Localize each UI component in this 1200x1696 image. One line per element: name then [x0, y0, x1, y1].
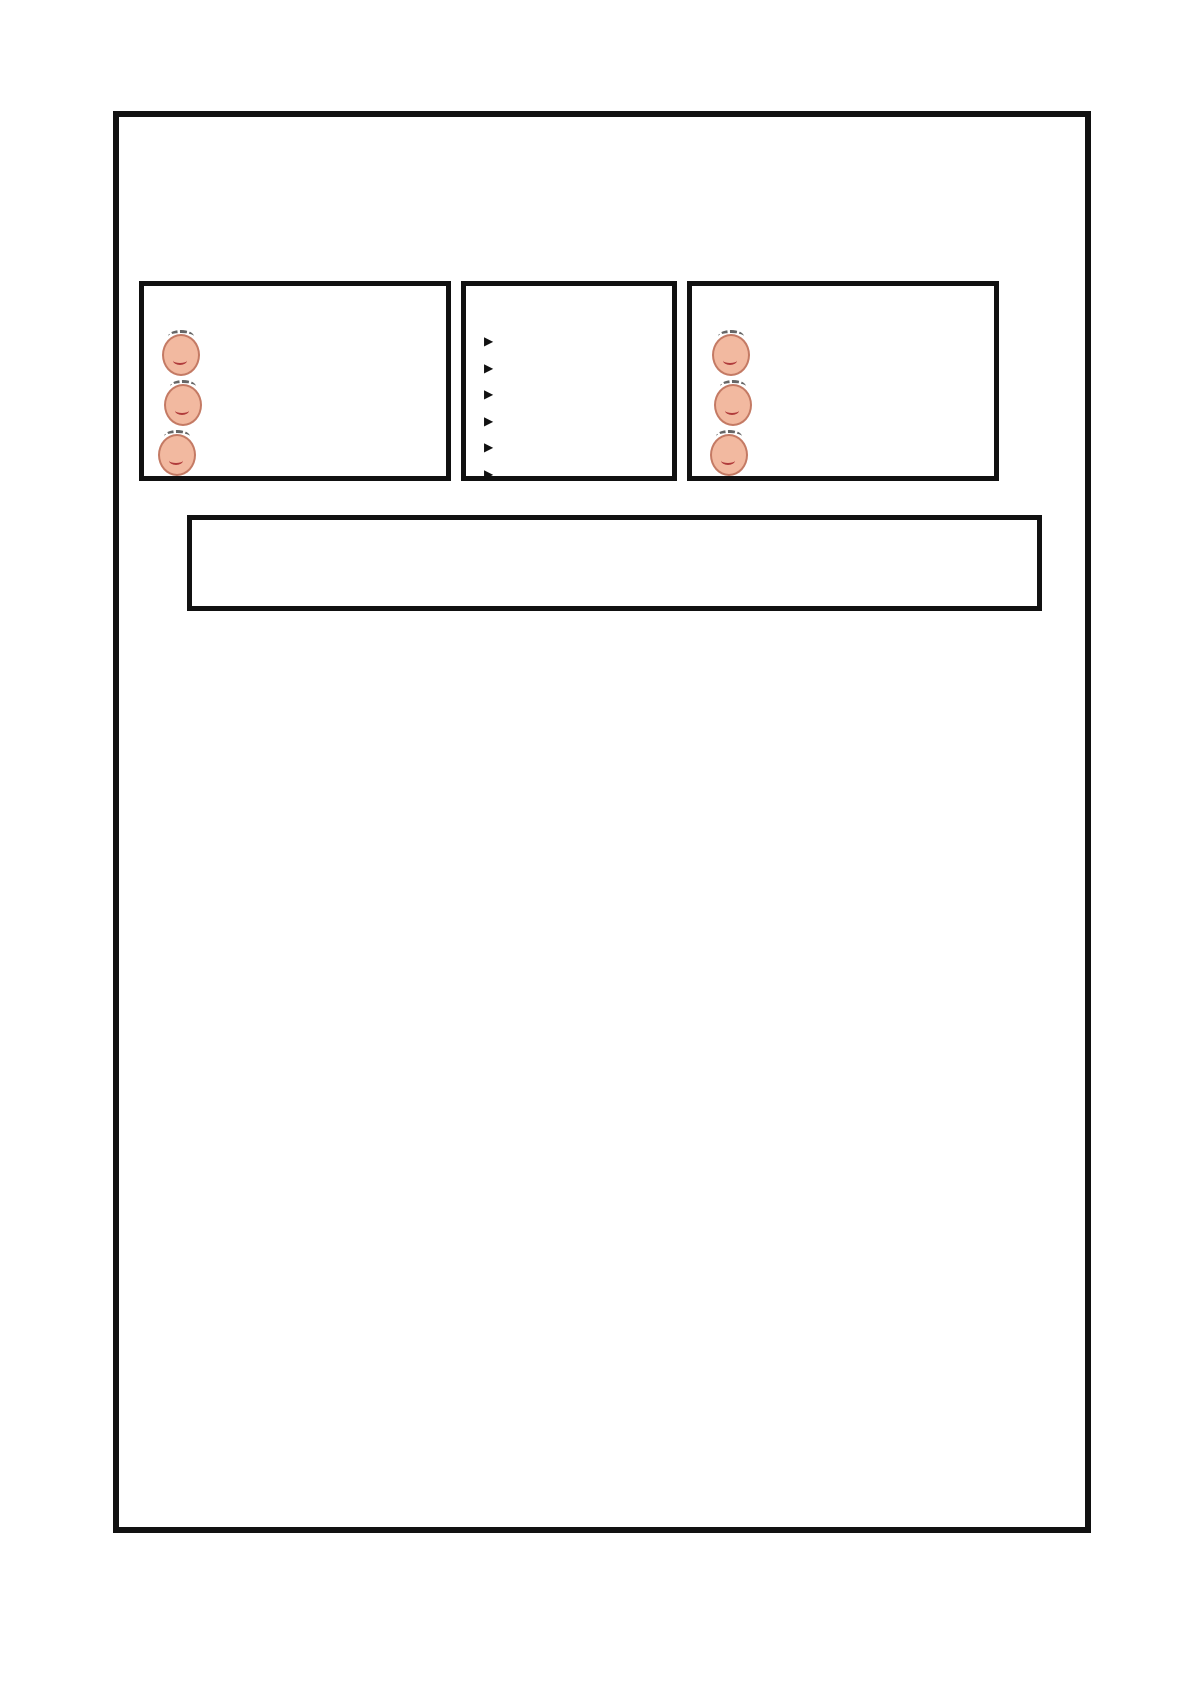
regular-negative-rule: [158, 384, 208, 426]
subject-face-icon: [710, 434, 748, 476]
adverb-item: [484, 459, 499, 486]
subject-face-icon: [714, 384, 752, 426]
adverb-item: [484, 406, 499, 433]
irregular-negative-rule: [708, 384, 758, 426]
subject-face-icon: [162, 334, 200, 376]
regular-question-rule: [152, 434, 202, 476]
subject-face-icon: [164, 384, 202, 426]
regular-affirmative-rule: [156, 334, 206, 376]
subject-face-icon: [158, 434, 196, 476]
adverb-item: [484, 326, 499, 353]
adverb-item: [484, 353, 499, 380]
adverbs-list: [484, 326, 499, 485]
worksheet: [113, 111, 1091, 1533]
irregular-question-rule: [704, 434, 754, 476]
adverb-item: [484, 432, 499, 459]
heart-border-right-top: [1045, 169, 1085, 269]
heart-border-right: [1045, 505, 1085, 1065]
heart-border-left: [129, 505, 169, 985]
subject-face-icon: [712, 334, 750, 376]
irregular-affirmative-rule: [706, 334, 756, 376]
regular-verbs-box: [139, 281, 451, 481]
irregular-verbs-box: [687, 281, 999, 481]
verb-list-box: [187, 515, 1042, 611]
heart-border-left-top: [125, 169, 165, 269]
heart-border-top: [125, 123, 1085, 167]
adverbs-box: [461, 281, 677, 481]
adverb-item: [484, 379, 499, 406]
